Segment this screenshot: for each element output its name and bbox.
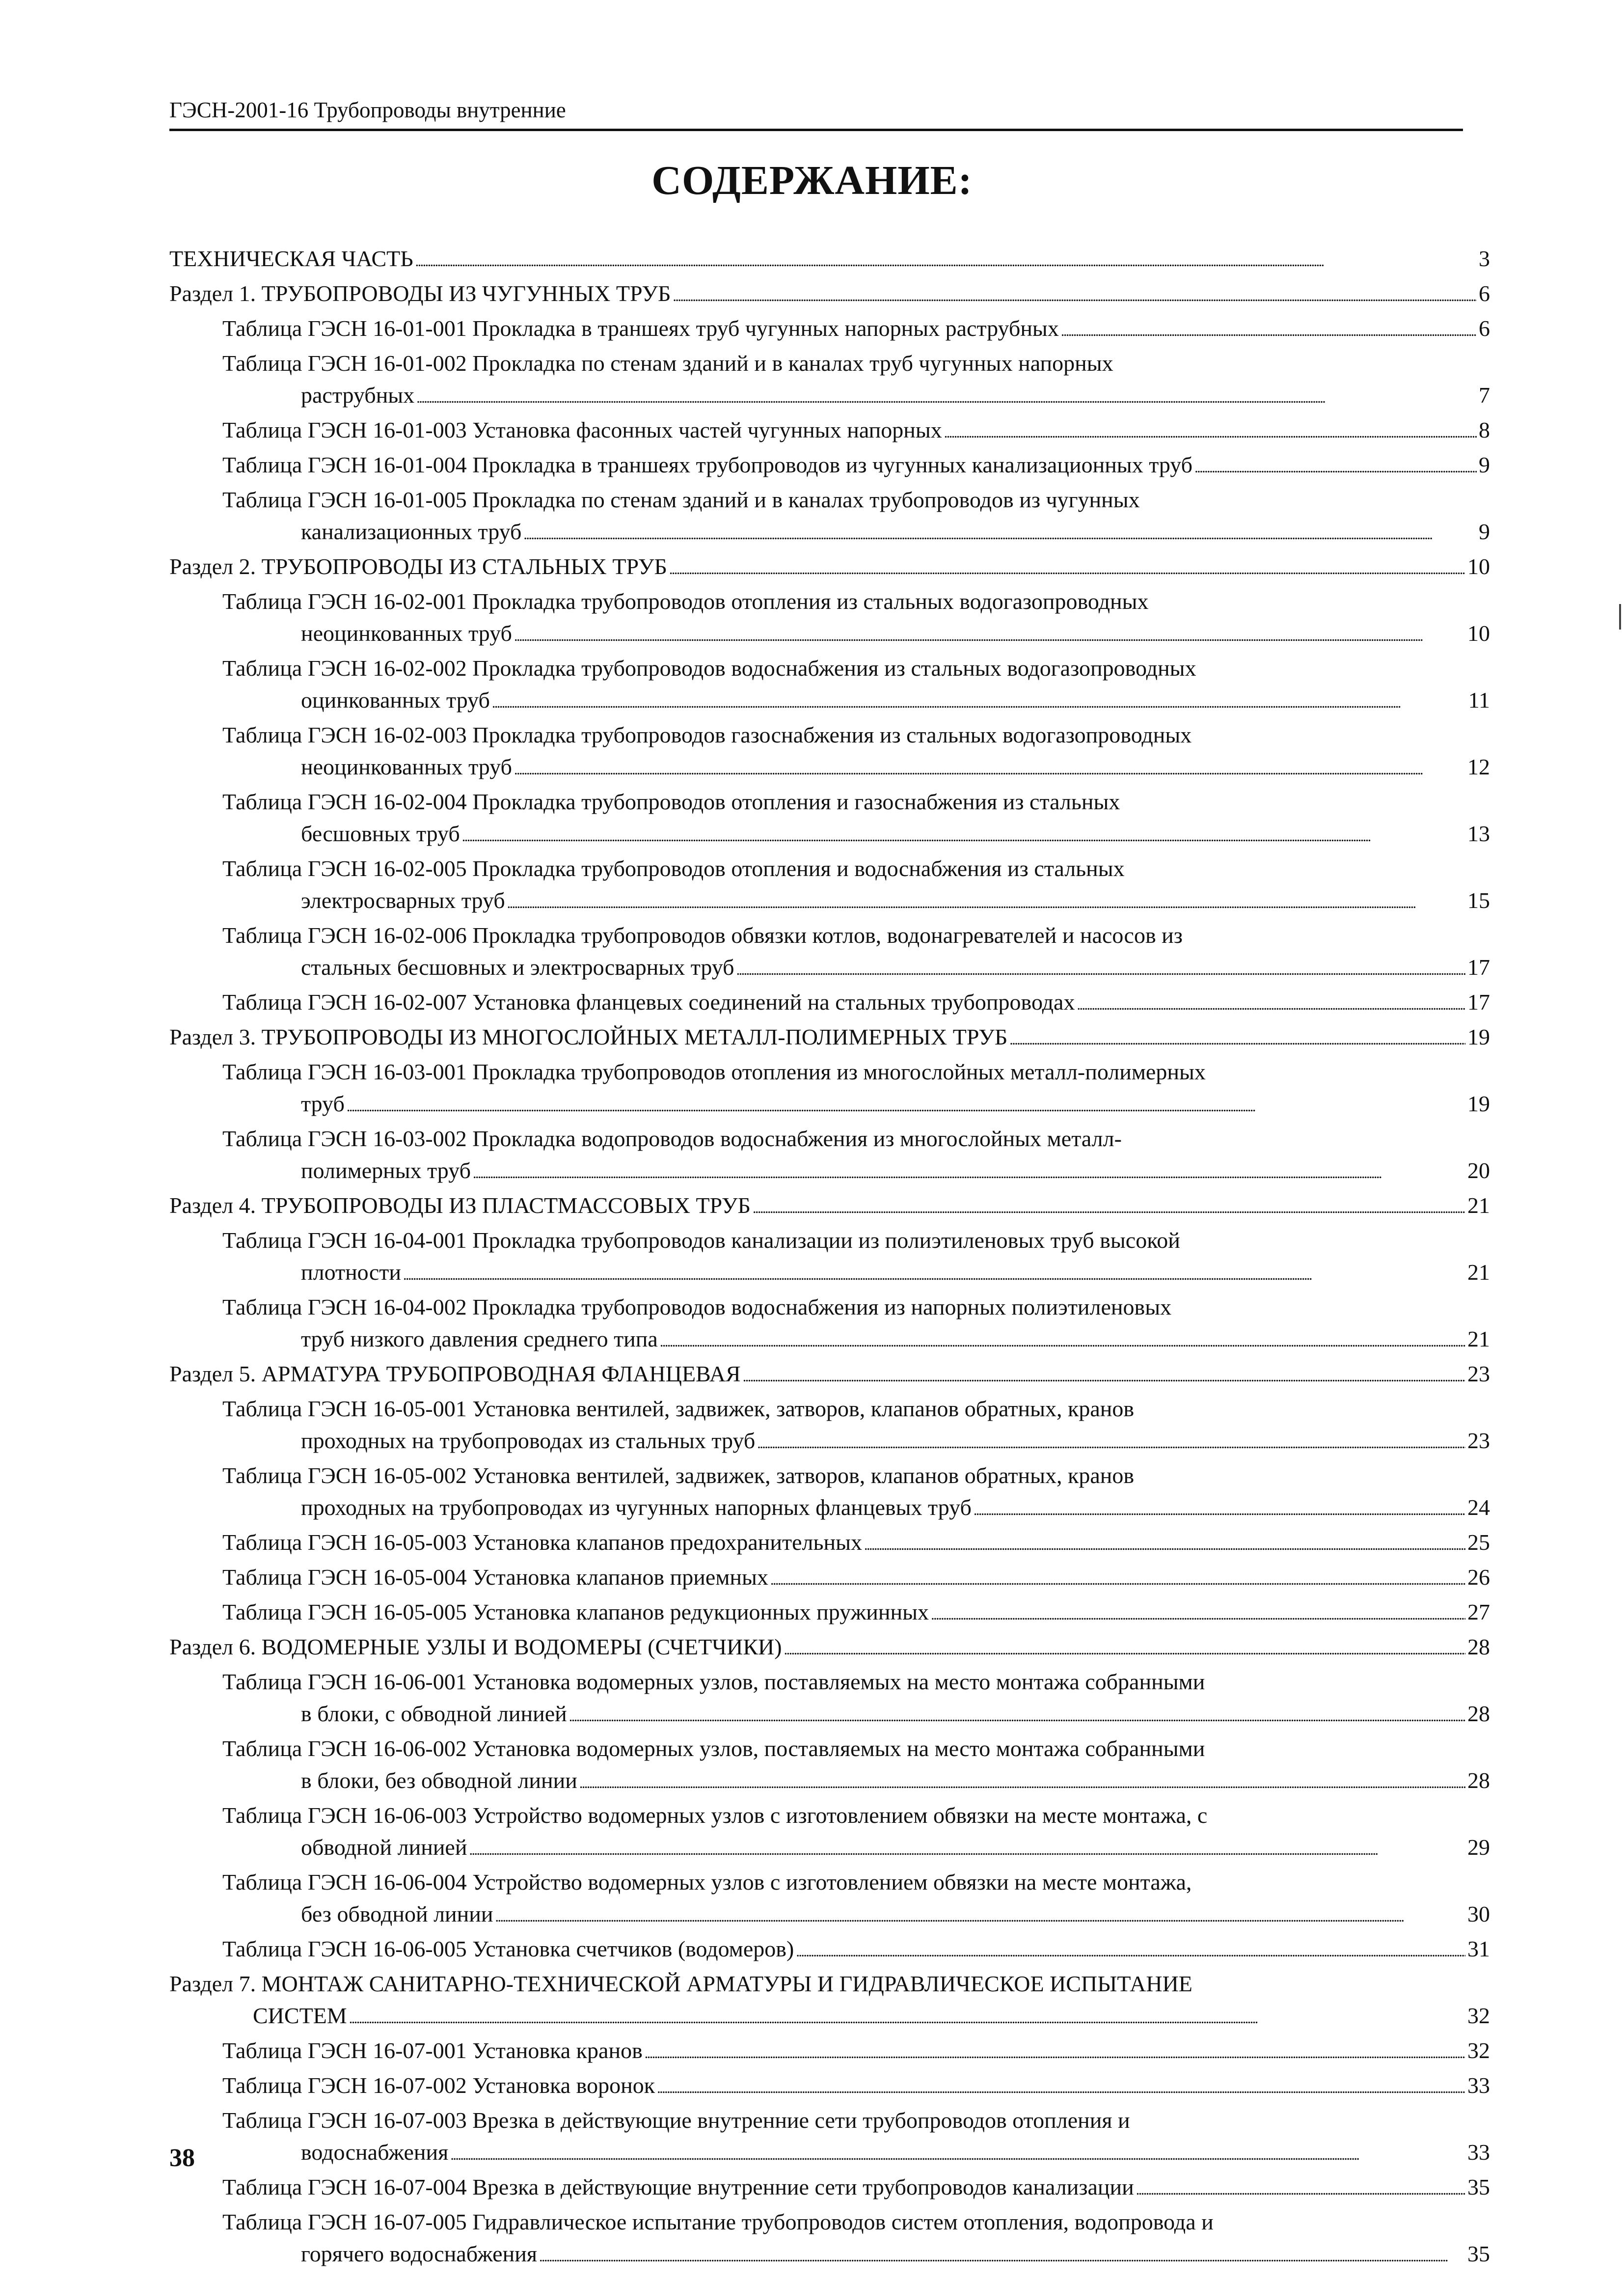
toc-entry-line xyxy=(222,414,1490,449)
dot-leader xyxy=(974,1491,1465,1526)
dot-leader xyxy=(770,1561,1465,1596)
toc-table-entry[interactable] xyxy=(169,986,1490,1021)
toc-entry-line xyxy=(222,449,1490,484)
toc-page-number: 19 xyxy=(1467,1024,1490,1049)
toc-table-entry[interactable] xyxy=(169,1056,1490,1123)
toc-table-entry[interactable] xyxy=(169,1596,1490,1631)
toc-entry-text: Таблица ГЭСН 16-01-005 Прокладка по стенам зданий и в каналах трубопроводов из чугунных xyxy=(222,487,1140,512)
toc-page-number: 10 xyxy=(1467,621,1490,646)
toc-page-number: 31 xyxy=(1467,1936,1490,1961)
toc-page-number: 11 xyxy=(1468,687,1490,713)
toc-table-entry[interactable] xyxy=(169,1561,1490,1596)
toc-entry-text: Таблица ГЭСН 16-05-005 Установка клапанов редукционных пружинных xyxy=(222,1599,929,1624)
dot-leader xyxy=(645,2035,1465,2069)
toc-page-number: 10 xyxy=(1467,554,1490,579)
toc-entry-line xyxy=(222,1596,1490,1631)
dot-leader xyxy=(1061,312,1477,347)
dot-leader xyxy=(1136,2171,1465,2206)
dot-leader xyxy=(469,1831,1465,1866)
toc-table-entry[interactable] xyxy=(169,1459,1490,1526)
toc-entry-line xyxy=(222,1764,1490,1799)
toc-entry-text: Таблица ГЭСН 16-04-001 Прокладка трубопроводов канализации из полиэтиленовых труб высокой xyxy=(222,1228,1180,1253)
toc-entry-line xyxy=(222,1933,1490,1968)
toc-table-entry[interactable] xyxy=(169,1866,1490,1933)
toc-entry-text: в блоки, без обводной линии xyxy=(301,1768,577,1793)
toc-table-entry[interactable] xyxy=(169,1732,1490,1799)
dot-leader xyxy=(514,751,1465,786)
dot-leader xyxy=(416,379,1477,414)
toc-entry-text: бесшовных труб xyxy=(301,821,460,846)
toc-section-entry[interactable] xyxy=(169,550,1490,585)
toc-entry-text: водоснабжения xyxy=(301,2140,449,2165)
dot-leader xyxy=(657,2069,1465,2104)
toc-page-number: 9 xyxy=(1479,452,1490,477)
dot-leader xyxy=(450,2136,1465,2171)
toc-entry-text: Таблица ГЭСН 16-02-006 Прокладка трубопроводов обвязки котлов, водонагревателей и насосов из xyxy=(222,923,1183,948)
toc-entry-text: Таблица ГЭСН 16-02-003 Прокладка трубопроводов газоснабжения из стальных водогазопроводных xyxy=(222,722,1192,747)
toc-page-number: 8 xyxy=(1479,417,1490,442)
toc-entry-line xyxy=(222,1323,1490,1358)
toc-table-entry[interactable] xyxy=(169,312,1490,347)
toc-entry-line xyxy=(169,1358,1490,1393)
toc-entry-line xyxy=(222,1561,1490,1596)
toc-page-number: 15 xyxy=(1467,888,1490,913)
toc-entry-text: Таблица ГЭСН 16-03-001 Прокладка трубопроводов отопления из многослойных металл-полимерных xyxy=(222,1059,1206,1084)
toc-page-number: 33 xyxy=(1467,2073,1490,2098)
toc-entry-text: труб xyxy=(301,1091,345,1116)
toc-entry-text: электросварных труб xyxy=(301,888,505,913)
toc-entry-line xyxy=(222,1898,1490,1933)
toc-page-number: 21 xyxy=(1467,1326,1490,1351)
dot-leader xyxy=(669,550,1465,585)
toc-entry-text: Таблица ГЭСН 16-01-001 Прокладка в траншеях труб чугунных напорных раструбных xyxy=(222,316,1059,341)
toc-entry-text: без обводной линии xyxy=(301,1901,493,1926)
toc-page-number: 23 xyxy=(1467,1428,1490,1453)
toc-entry-line xyxy=(222,684,1490,719)
toc-entry-line xyxy=(222,1088,1490,1123)
toc-entry-line xyxy=(222,751,1490,786)
toc-page-number: 27 xyxy=(1467,1599,1490,1624)
toc-entry-text: неоцинкованных труб xyxy=(301,754,512,779)
toc-page-number: 21 xyxy=(1467,1260,1490,1285)
toc-table-entry[interactable] xyxy=(169,2035,1490,2069)
toc-section-entry[interactable] xyxy=(169,1189,1490,1224)
toc-page-number: 13 xyxy=(1467,821,1490,846)
dot-leader xyxy=(539,2238,1465,2273)
toc-entry-line xyxy=(222,818,1490,852)
toc-entry-text: ТЕХНИЧЕСКАЯ ЧАСТЬ xyxy=(169,246,413,271)
dot-leader xyxy=(349,2000,1465,2035)
table-of-contents xyxy=(169,243,1490,2273)
toc-entry-line xyxy=(169,243,1490,277)
toc-page-number: 35 xyxy=(1467,2241,1490,2266)
toc-table-entry[interactable] xyxy=(169,1799,1490,1866)
toc-page-number: 6 xyxy=(1479,281,1490,306)
dot-leader xyxy=(743,1358,1465,1393)
dot-leader xyxy=(757,1425,1465,1459)
toc-entry-text: проходных на трубопроводах из стальных труб xyxy=(301,1428,756,1453)
scan-artifact-mark xyxy=(1619,604,1621,630)
toc-entry-text: Раздел 5. АРМАТУРА ТРУБОПРОВОДНАЯ ФЛАНЦЕВАЯ xyxy=(169,1361,741,1386)
toc-page-number: 28 xyxy=(1467,1701,1490,1726)
toc-table-entry[interactable] xyxy=(169,484,1490,550)
toc-entry-line xyxy=(222,2069,1490,2104)
toc-section-entry[interactable] xyxy=(169,1358,1490,1393)
toc-entry-line xyxy=(222,1526,1490,1561)
toc-entry-text: Таблица ГЭСН 16-07-002 Установка воронок xyxy=(222,2073,655,2098)
toc-entry-text: СИСТЕМ xyxy=(253,2003,347,2028)
dot-leader xyxy=(507,884,1465,919)
toc-entry-text: Таблица ГЭСН 16-03-002 Прокладка водопроводов водоснабжения из многослойных металл- xyxy=(222,1126,1122,1151)
toc-entry-line xyxy=(222,2035,1490,2069)
toc-entry-line xyxy=(222,986,1490,1021)
toc-entry-text: Таблица ГЭСН 16-01-003 Установка фасонных частей чугунных напорных xyxy=(222,417,942,442)
toc-entry-line xyxy=(222,2171,1490,2206)
dot-leader xyxy=(736,951,1465,986)
toc-entry-line xyxy=(169,1631,1490,1666)
toc-entry-text: Таблица ГЭСН 16-05-003 Установка клапанов предохранительных xyxy=(222,1530,862,1555)
toc-entry-line xyxy=(222,617,1490,652)
dot-leader xyxy=(944,414,1477,449)
toc-page-number: 28 xyxy=(1467,1634,1490,1659)
dot-leader xyxy=(931,1596,1465,1631)
dot-leader xyxy=(347,1088,1465,1123)
toc-entry-text: труб низкого давления среднего типа xyxy=(301,1326,658,1351)
toc-entry-text: Таблица ГЭСН 16-05-001 Установка вентилей, задвижек, затворов, клапанов обратных, кранов xyxy=(222,1396,1135,1421)
toc-entry-text: Таблица ГЭСН 16-02-004 Прокладка трубопроводов отопления и газоснабжения из стальных xyxy=(222,789,1120,814)
toc-entry-text: Таблица ГЭСН 16-06-001 Установка водомерных узлов, поставляемых на место монтажа собранными xyxy=(222,1669,1205,1694)
toc-entry-text: Раздел 4. ТРУБОПРОВОДЫ ИЗ ПЛАСТМАССОВЫХ ТРУБ xyxy=(169,1193,751,1218)
toc-page-number: 28 xyxy=(1467,1768,1490,1793)
toc-entry-line xyxy=(222,1491,1490,1526)
toc-entry-line xyxy=(222,1425,1490,1459)
dot-leader xyxy=(864,1526,1465,1561)
toc-entry-text: Таблица ГЭСН 16-06-004 Устройство водомерных узлов с изготовлением обвязки на месте монтажа, xyxy=(222,1870,1192,1895)
toc-page-number: 35 xyxy=(1467,2174,1490,2200)
dot-leader xyxy=(673,277,1477,312)
page-title: СОДЕРЖАНИЕ: xyxy=(651,158,973,203)
toc-table-entry[interactable] xyxy=(169,786,1490,852)
dot-leader xyxy=(462,818,1465,852)
toc-entry-text: Таблица ГЭСН 16-05-002 Установка вентилей, задвижек, затворов, клапанов обратных, кранов xyxy=(222,1463,1135,1488)
toc-entry-text: стальных бесшовных и электросварных труб xyxy=(301,955,734,980)
toc-page-number: 7 xyxy=(1479,383,1490,408)
toc-entry-text: Таблица ГЭСН 16-07-003 Врезка в действующие внутренние сети трубопроводов отопления и xyxy=(222,2108,1130,2133)
toc-section-entry[interactable] xyxy=(169,1631,1490,1666)
header-rule xyxy=(169,129,1463,131)
toc-page-number: 30 xyxy=(1467,1901,1490,1926)
toc-page-number: 3 xyxy=(1479,246,1490,271)
toc-entry-text: горячего водоснабжения xyxy=(301,2241,537,2266)
dot-leader xyxy=(1009,1021,1465,1056)
toc-table-entry[interactable] xyxy=(169,414,1490,449)
toc-page-number: 23 xyxy=(1467,1361,1490,1386)
toc-entry-text: Таблица ГЭСН 16-02-005 Прокладка трубопроводов отопления и водоснабжения из стальных xyxy=(222,856,1125,881)
toc-page-number: 24 xyxy=(1467,1495,1490,1520)
toc-page-number: 19 xyxy=(1467,1091,1490,1116)
dot-leader xyxy=(495,1898,1466,1933)
toc-entry-text: Таблица ГЭСН 16-06-003 Устройство водомерных узлов с изготовлением обвязки на месте монтажа, с xyxy=(222,1803,1208,1828)
toc-entry-line xyxy=(169,550,1490,585)
toc-section-entry[interactable] xyxy=(169,243,1490,277)
toc-entry-text: Таблица ГЭСН 16-07-001 Установка кранов xyxy=(222,2038,643,2063)
toc-page-number: 20 xyxy=(1467,1158,1490,1183)
toc-table-entry[interactable] xyxy=(169,852,1490,919)
toc-table-entry[interactable] xyxy=(169,1291,1490,1358)
toc-entry-text: Таблица ГЭСН 16-01-002 Прокладка по стенам зданий и в каналах труб чугунных напорных xyxy=(222,351,1113,376)
toc-entry-text: канализационных труб xyxy=(301,519,522,544)
toc-section-entry[interactable] xyxy=(169,1021,1490,1056)
dot-leader xyxy=(660,1323,1465,1358)
toc-table-entry[interactable] xyxy=(169,1224,1490,1291)
dot-leader xyxy=(492,684,1466,719)
toc-section-entry[interactable] xyxy=(169,277,1490,312)
toc-entry-text: Таблица ГЭСН 16-06-002 Установка водомерных узлов, поставляемых на место монтажа собранными xyxy=(222,1736,1205,1761)
dot-leader xyxy=(796,1933,1465,1968)
toc-entry-line xyxy=(169,277,1490,312)
dot-leader xyxy=(473,1155,1465,1189)
toc-entry-line xyxy=(222,1155,1490,1189)
toc-entry-text: обводной линией xyxy=(301,1835,467,1860)
toc-entry-text: Раздел 6. ВОДОМЕРНЫЕ УЗЛЫ И ВОДОМЕРЫ (СЧЕТЧИКИ) xyxy=(169,1634,782,1659)
toc-entry-text: Раздел 1. ТРУБОПРОВОДЫ ИЗ ЧУГУННЫХ ТРУБ xyxy=(169,281,671,306)
toc-table-entry[interactable] xyxy=(169,2069,1490,2104)
dot-leader xyxy=(784,1631,1465,1666)
toc-table-entry[interactable] xyxy=(169,449,1490,484)
toc-entry-line xyxy=(222,312,1490,347)
dot-leader xyxy=(514,617,1465,652)
toc-table-entry[interactable] xyxy=(169,1123,1490,1189)
toc-entry-text: раструбных xyxy=(301,383,415,408)
toc-entry-text: Таблица ГЭСН 16-02-001 Прокладка трубопроводов отопления из стальных водогазопроводных xyxy=(222,589,1149,614)
dot-leader xyxy=(753,1189,1465,1224)
toc-entry-text: в блоки, с обводной линией xyxy=(301,1701,567,1726)
toc-entry-text: проходных на трубопроводах из чугунных напорных фланцевых труб xyxy=(301,1495,972,1520)
toc-entry-text: Таблица ГЭСН 16-02-007 Установка фланцевых соединений на стальных трубопроводах xyxy=(222,990,1075,1015)
toc-page-number: 21 xyxy=(1467,1193,1490,1218)
toc-table-entry[interactable] xyxy=(169,1933,1490,1968)
toc-entry-text: Таблица ГЭСН 16-07-005 Гидравлическое испытание трубопроводов систем отопления, водопровода и xyxy=(222,2209,1214,2234)
dot-leader xyxy=(579,1764,1465,1799)
toc-entry-text: Раздел 7. МОНТАЖ САНИТАРНО-ТЕХНИЧЕСКОЙ АРМАТУРЫ И ГИДРАВЛИЧЕСКОЕ ИСПЫТАНИЕ xyxy=(169,1971,1192,1996)
toc-entry-text: Таблица ГЭСН 16-05-004 Установка клапанов приемных xyxy=(222,1565,768,1590)
toc-table-entry[interactable] xyxy=(169,919,1490,986)
page-number: 38 xyxy=(169,2144,195,2172)
toc-entry-text: Раздел 3. ТРУБОПРОВОДЫ ИЗ МНОГОСЛОЙНЫХ МЕТАЛЛ-ПОЛИМЕРНЫХ ТРУБ xyxy=(169,1024,1008,1049)
toc-page-number: 25 xyxy=(1467,1530,1490,1555)
toc-entry-line xyxy=(222,2136,1490,2171)
toc-entry-text: неоцинкованных труб xyxy=(301,621,512,646)
toc-entry-text: оцинкованных труб xyxy=(301,687,490,713)
toc-entry-line xyxy=(222,1698,1490,1732)
toc-table-entry[interactable] xyxy=(169,719,1490,786)
toc-entry-line xyxy=(169,2000,1490,2035)
toc-page-number: 17 xyxy=(1467,955,1490,980)
toc-entry-text: Таблица ГЭСН 16-02-002 Прокладка трубопроводов водоснабжения из стальных водогазопроводных xyxy=(222,656,1196,681)
toc-table-entry[interactable] xyxy=(169,2171,1490,2206)
dot-leader xyxy=(1194,449,1477,484)
toc-entry-text: плотности xyxy=(301,1260,401,1285)
toc-entry-text: Таблица ГЭСН 16-07-004 Врезка в действующие внутренние сети трубопроводов канализации xyxy=(222,2174,1134,2200)
toc-entry-text: Таблица ГЭСН 16-01-004 Прокладка в траншеях трубопроводов из чугунных канализационных труб xyxy=(222,452,1193,477)
toc-table-entry[interactable] xyxy=(169,1666,1490,1732)
dot-leader xyxy=(1077,986,1465,1021)
toc-page-number: 12 xyxy=(1467,754,1490,779)
toc-page-number: 32 xyxy=(1467,2003,1490,2028)
toc-page-number: 9 xyxy=(1479,519,1490,544)
toc-entry-text: полимерных труб xyxy=(301,1158,471,1183)
toc-entry-line xyxy=(169,1189,1490,1224)
toc-entry-line xyxy=(169,1021,1490,1056)
toc-table-entry[interactable] xyxy=(169,585,1490,652)
toc-table-entry[interactable] xyxy=(169,1526,1490,1561)
toc-section-entry[interactable] xyxy=(169,1968,1490,2035)
running-header: ГЭСН-2001-16 Трубопроводы внутренние xyxy=(169,98,566,122)
toc-entry-line xyxy=(222,951,1490,986)
dot-leader xyxy=(415,243,1477,277)
toc-page-number: 33 xyxy=(1467,2140,1490,2165)
toc-table-entry[interactable] xyxy=(169,652,1490,719)
toc-entry-line xyxy=(222,2238,1490,2273)
toc-page-number: 29 xyxy=(1467,1835,1490,1860)
toc-entry-text: Таблица ГЭСН 16-04-002 Прокладка трубопроводов водоснабжения из напорных полиэтиленовых xyxy=(222,1294,1172,1320)
toc-entry-line xyxy=(222,516,1490,550)
toc-entry-line xyxy=(222,1256,1490,1291)
toc-page-number: 26 xyxy=(1467,1565,1490,1590)
dot-leader xyxy=(569,1698,1465,1732)
toc-entry-text: Таблица ГЭСН 16-06-005 Установка счетчиков (водомеров) xyxy=(222,1936,794,1961)
toc-table-entry[interactable] xyxy=(169,2206,1490,2273)
toc-entry-line xyxy=(222,379,1490,414)
toc-table-entry[interactable] xyxy=(169,2104,1490,2171)
toc-page-number: 17 xyxy=(1467,990,1490,1015)
dot-leader xyxy=(403,1256,1465,1291)
toc-entry-text: Раздел 2. ТРУБОПРОВОДЫ ИЗ СТАЛЬНЫХ ТРУБ xyxy=(169,554,667,579)
toc-entry-line xyxy=(222,1831,1490,1866)
dot-leader xyxy=(523,516,1477,550)
toc-table-entry[interactable] xyxy=(169,347,1490,414)
toc-page-number: 6 xyxy=(1479,316,1490,341)
toc-table-entry[interactable] xyxy=(169,1393,1490,1459)
toc-page-number: 32 xyxy=(1467,2038,1490,2063)
toc-entry-line xyxy=(222,884,1490,919)
